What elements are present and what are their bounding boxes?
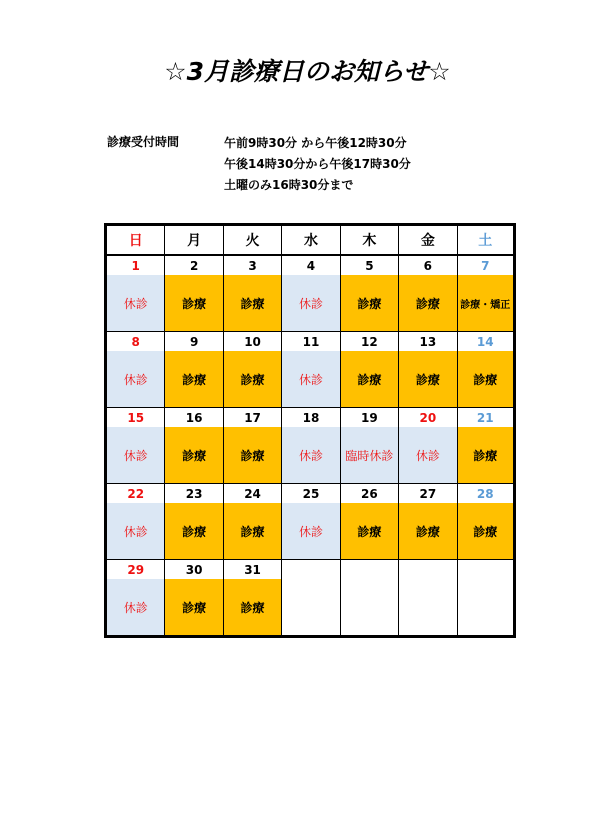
status-row <box>106 275 515 331</box>
weekday-fri: 金 <box>399 225 457 256</box>
day-number: 18 <box>282 407 340 427</box>
day-number: 15 <box>106 407 165 427</box>
empty-cell <box>457 559 514 636</box>
weekday-header-row <box>106 225 515 256</box>
day-number: 26 <box>340 483 398 503</box>
status-open: 診療 <box>223 351 281 407</box>
day-number: 1 <box>106 255 165 275</box>
status-temporary-closed: 臨時休診 <box>340 427 398 483</box>
day-number: 17 <box>223 407 281 427</box>
status-open: 診療 <box>340 351 398 407</box>
empty-cell <box>340 559 398 636</box>
weekday-sat: 土 <box>457 225 514 256</box>
day-number: 12 <box>340 331 398 351</box>
day-number: 27 <box>399 483 457 503</box>
day-number: 19 <box>340 407 398 427</box>
status-closed: 休診 <box>106 275 165 331</box>
status-closed: 休診 <box>106 579 165 636</box>
status-closed: 休診 <box>106 503 165 559</box>
status-closed: 休診 <box>282 503 340 559</box>
day-number: 28 <box>457 483 514 503</box>
status-open: 診療 <box>399 275 457 331</box>
day-number: 10 <box>223 331 281 351</box>
date-row <box>106 255 515 275</box>
hours-line-afternoon: 午後14時30分から午後17時30分 <box>224 157 411 171</box>
date-row <box>106 483 515 503</box>
date-row <box>106 407 515 427</box>
date-row <box>106 331 515 351</box>
day-number: 24 <box>223 483 281 503</box>
status-open: 診療 <box>165 351 223 407</box>
status-closed: 休診 <box>106 427 165 483</box>
day-number: 11 <box>282 331 340 351</box>
day-number: 13 <box>399 331 457 351</box>
status-open: 診療 <box>223 275 281 331</box>
day-number: 14 <box>457 331 514 351</box>
day-number: 7 <box>457 255 514 275</box>
empty-cell <box>282 559 340 636</box>
status-open: 診療 <box>223 503 281 559</box>
hours-line-morning: 午前9時30分 から午後12時30分 <box>224 136 407 150</box>
day-number: 31 <box>223 559 281 579</box>
status-open-orthodontics: 診療・矯正 <box>457 275 514 331</box>
day-number: 16 <box>165 407 223 427</box>
date-row <box>106 559 515 579</box>
status-open: 診療 <box>165 275 223 331</box>
status-open: 診療 <box>457 427 514 483</box>
status-open: 診療 <box>340 503 398 559</box>
day-number-holiday: 20 <box>399 407 457 427</box>
day-number: 25 <box>282 483 340 503</box>
status-open: 診療 <box>399 351 457 407</box>
status-open: 診療 <box>457 503 514 559</box>
day-number: 6 <box>399 255 457 275</box>
day-number: 8 <box>106 331 165 351</box>
status-open: 診療 <box>457 351 514 407</box>
status-open: 診療 <box>399 503 457 559</box>
status-closed: 休診 <box>399 427 457 483</box>
reception-hours <box>224 133 411 196</box>
weekday-thu: 木 <box>340 225 398 256</box>
calendar-table <box>104 223 516 638</box>
status-open: 診療 <box>165 579 223 636</box>
day-number: 22 <box>106 483 165 503</box>
status-closed: 休診 <box>282 427 340 483</box>
status-closed: 休診 <box>282 351 340 407</box>
day-number: 3 <box>223 255 281 275</box>
day-number: 21 <box>457 407 514 427</box>
weekday-sun: 日 <box>106 225 165 256</box>
day-number: 2 <box>165 255 223 275</box>
status-row <box>106 427 515 483</box>
status-row <box>106 503 515 559</box>
day-number: 30 <box>165 559 223 579</box>
reception-hours-label: 診療受付時間 <box>107 135 180 149</box>
status-open: 診療 <box>340 275 398 331</box>
day-number: 23 <box>165 483 223 503</box>
day-number: 5 <box>340 255 398 275</box>
status-row <box>106 351 515 407</box>
status-closed: 休診 <box>282 275 340 331</box>
hours-line-saturday: 土曜のみ16時30分まで <box>224 178 354 192</box>
status-open: 診療 <box>165 427 223 483</box>
status-open: 診療 <box>223 427 281 483</box>
status-open: 診療 <box>223 579 281 636</box>
status-closed: 休診 <box>106 351 165 407</box>
status-open: 診療 <box>165 503 223 559</box>
day-number: 9 <box>165 331 223 351</box>
page-title: ☆3月診療日のお知らせ☆ <box>164 57 451 86</box>
weekday-tue: 火 <box>223 225 281 256</box>
empty-cell <box>399 559 457 636</box>
day-number: 29 <box>106 559 165 579</box>
weekday-wed: 水 <box>282 225 340 256</box>
weekday-mon: 月 <box>165 225 223 256</box>
day-number: 4 <box>282 255 340 275</box>
